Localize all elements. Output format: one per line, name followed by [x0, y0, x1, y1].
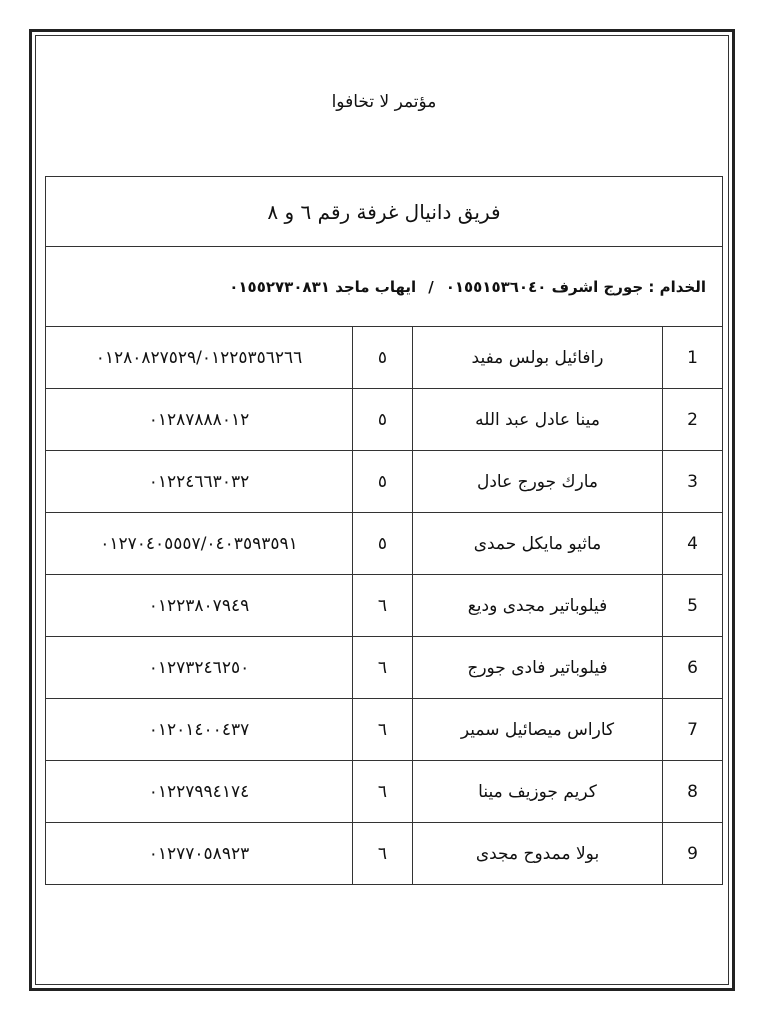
- table-row: [46, 575, 723, 637]
- row-name: مينا عادل عبد الله: [413, 389, 663, 451]
- team-title: فريق دانيال غرفة رقم ٦ و ٨: [46, 177, 723, 247]
- table-row: [46, 823, 723, 885]
- row-name: كاراس ميصائيل سمير: [413, 699, 663, 761]
- row-name: ماثيو مايكل حمدى: [413, 513, 663, 575]
- row-phone: ٠١٢٧٠٤٠٥٥٥٧/٠٤٠٣٥٩٣٥٩١: [46, 513, 353, 575]
- table-row: [46, 761, 723, 823]
- row-room: ٦: [353, 823, 413, 885]
- row-number: 7: [663, 699, 723, 761]
- row-room: ٦: [353, 575, 413, 637]
- table-row: [46, 327, 723, 389]
- row-name: رافائيل بولس مفيد: [413, 327, 663, 389]
- row-room: ٥: [353, 451, 413, 513]
- table-row: [46, 699, 723, 761]
- row-number: 4: [663, 513, 723, 575]
- row-room: ٥: [353, 327, 413, 389]
- table-row: [46, 451, 723, 513]
- row-number: 8: [663, 761, 723, 823]
- row-phone: ٠١٢٢٧٩٩٤١٧٤: [46, 761, 353, 823]
- row-number: 1: [663, 327, 723, 389]
- table-row: [46, 513, 723, 575]
- row-name: كريم جوزيف مينا: [413, 761, 663, 823]
- row-number: 9: [663, 823, 723, 885]
- row-phone: ٠١٢٢٤٦٦٣٠٣٢: [46, 451, 353, 513]
- row-phone: ٠١٢٧٧٠٥٨٩٢٣: [46, 823, 353, 885]
- row-phone: ٠١٢٨٠٨٢٧٥٢٩/٠١٢٢٥٣٥٦٢٦٦: [46, 327, 353, 389]
- row-name: فيلوباتير مجدى وديع: [413, 575, 663, 637]
- row-number: 2: [663, 389, 723, 451]
- row-name: بولا ممدوح مجدى: [413, 823, 663, 885]
- conference-title: مؤتمر لا تخافوا: [331, 92, 437, 112]
- row-room: ٥: [353, 389, 413, 451]
- row-room: ٥: [353, 513, 413, 575]
- row-name: مارك جورج عادل: [413, 451, 663, 513]
- row-room: ٦: [353, 761, 413, 823]
- table-row: [46, 389, 723, 451]
- row-phone: ٠١٢٨٧٨٨٨٠١٢: [46, 389, 353, 451]
- row-room: ٦: [353, 637, 413, 699]
- servant-second: ايهاب ماجد ٠١٥٥٢٧٣٠٨٣١: [229, 277, 417, 296]
- servant-first: الخدام : جورج اشرف ٠١٥٥١٥٣٦٠٤٠: [445, 277, 706, 296]
- row-number: 6: [663, 637, 723, 699]
- team-roster-table: [45, 176, 723, 885]
- row-phone: ٠١٢٧٣٢٤٦٢٥٠: [46, 637, 353, 699]
- row-phone: ٠١٢٠١٤٠٠٤٣٧: [46, 699, 353, 761]
- servants-line: [46, 247, 723, 327]
- row-number: 3: [663, 451, 723, 513]
- row-phone: ٠١٢٢٣٨٠٧٩٤٩: [46, 575, 353, 637]
- row-name: فيلوباتير فادى جورج: [413, 637, 663, 699]
- row-number: 5: [663, 575, 723, 637]
- table-row: [46, 637, 723, 699]
- servants-separator: /: [428, 277, 434, 296]
- row-room: ٦: [353, 699, 413, 761]
